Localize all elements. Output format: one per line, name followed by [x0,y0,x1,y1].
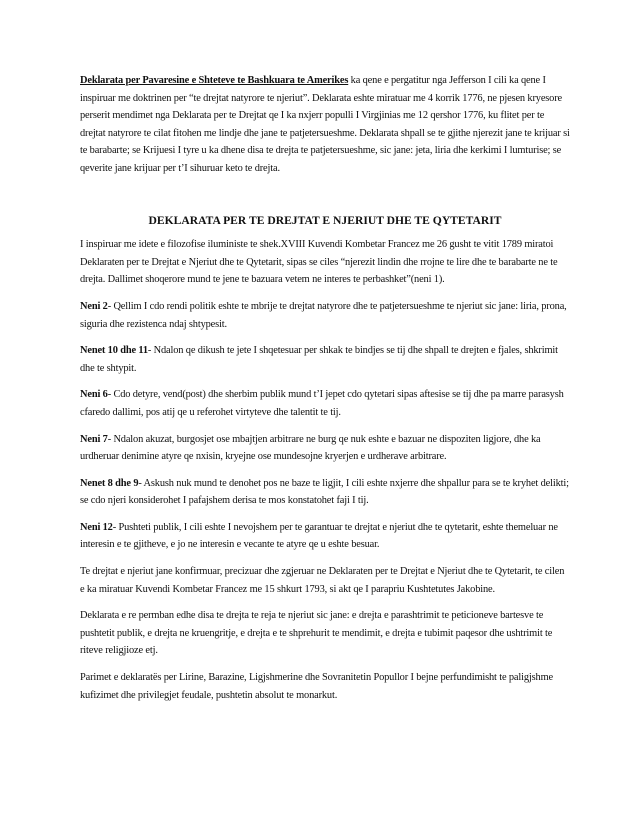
intro-text: ka qene e pergatitur nga Jefferson I cili ka qene I inspiruar me doktrinen per “te drejtat natyrore te njeriut”. Deklarata eshte miratuar me 4 korrik 1776, ne pjesen kryesore perserit mendimet nga Deklarata per te Drejtat qe I ka nxjerr populli I Virgjinias me 12 qershor 1776, ku flitet per te drejtat natyrore te cilat fitohen me lindje dhe jane te patjetersueshme. Deklarata shpall se te gjithe njerezit jane te krijuar si te barabarte; se Krijuesi I tyre u ka dhene disa te drejta te patjetersueshme, sic jane: jeta, liria dhe kerkimi I lumturise; se qeverite jane krijuar per t’I sihuruar keto te drejta. [80,75,570,174]
paragraph-text: Te drejtat e njeriut jane konfirmuar, precizuar dhe zgjeruar ne Deklaraten per te Drejtat e Njeriut dhe te Qytetarit, te cilen e ka miratuar Kuvendi Kombetar Francez me 15 shkurt 1793, si akt qe I parapriu Kushtetutes Jakobine. [80,566,565,595]
article-label: Neni 12 [80,521,113,533]
paragraph-new-rights [80,607,570,660]
paragraph-nenet-10-11 [80,342,570,377]
paragraph-text: Parimet e deklaratës per Lirine, Barazine, Ligjshmerine dhe Sovranitetin Popullor I bejne perfundimisht te paligjshme kufizimet dhe privilegjet feudale, pushtetin absolut te monarkut. [80,672,553,701]
paragraph-text: - Ndalon qe dikush te jete I shqetesuar per shkak te bindjes se tij dhe shpall te drejten e fjales, shkrimit dhe te shtypit. [80,345,558,374]
paragraph-text: - Askush nuk mund te denohet pos ne baze te ligjit, I cili eshte nxjerre dhe shpallur para se te kryhet delikti; se cdo njeri konsiderohet I pafajshem derisa te mos konstatohet faji I tij. [80,477,569,507]
article-label: Nenet 8 dhe 9 [80,477,139,489]
paragraph-1 [80,236,570,289]
intro-lead: Deklarata per Pavaresine e Shteteve te Bashkuara te Amerikes [80,75,349,86]
paragraph-text: - Qellim I cdo rendi politik eshte te mbrije te drejtat natyrore dhe te patjetersueshme te njeriut sic jane: liria, prona, siguria dhe rezistenca ndaj shtypesit. [80,300,567,330]
paragraph-nenet-8-9 [80,475,570,510]
paragraph-text: - Ndalon akuzat, burgosjet ose mbajtjen arbitrare ne burg qe nuk eshte e bazuar ne dispoziten ligjore, dhe ka urdheruar denimine atyre qe nxisin, kryejne ose mundesojne kryerjen e urdherave arbitrare. [80,433,541,463]
paragraph-neni-12 [80,519,570,554]
article-label: Neni 2 [80,300,108,312]
article-label: Nenet 10 dhe 11 [80,345,148,357]
paragraph-neni-6 [80,386,570,421]
paragraph-neni-7 [80,431,570,466]
paragraph-text: Deklarata e re permban edhe disa te drejta te reja te njeriut sic jane: e drejta e parashtrimit te peticioneve bartesve te pushtetit publik, e drejta ne kruengritje, e drejta e te shprehurit te mendimit, e drejta e tubimit paqesor dhe ushtrimit te riteve religjioze etj. [80,610,553,657]
paragraph-neni-2 [80,298,570,333]
intro-paragraph [80,72,570,178]
paragraph-text: I inspiruar me idete e filozofise iluministe te shek.XVIII Kuvendi Kombetar Francez me 26 gusht te vitit 1789 miratoi Deklaraten per te Drejtat e Njeriut dhe te Qytetarit, sipas se ciles “njerezit lindin dhe rrojne te lire dhe te barabarte ne te drejta. Dallimet shoqerore mund te jene te bazuara vetem ne interes te perbashket”(neni 1). [80,239,558,286]
paragraph-principles [80,669,570,704]
section-heading: DEKLARATA PER TE DREJTAT E NJERIUT DHE TE QYTETARIT [148,213,502,227]
paragraph-text: - Pushteti publik, I cili eshte I nevojshem per te garantuar te drejtat e njeriut dhe te qytetarit, eshte themeluar ne interesin e te gjitheve, e jo ne interesin e vecante te atyre qe u eshte besuar. [80,521,558,551]
article-label: Neni 7 [80,433,108,445]
article-label: Neni 6 [80,389,108,401]
document-page [80,72,570,713]
paragraph-1793 [80,563,570,598]
paragraph-text: - Cdo detyre, vend(post) dhe sherbim publik mund t’I jepet cdo qytetari sipas aftesise se tij dhe pa marre parasysh cfaredo dallimi, pos atij qe u referohet virtyteve dhe talentit te tij. [80,389,564,418]
